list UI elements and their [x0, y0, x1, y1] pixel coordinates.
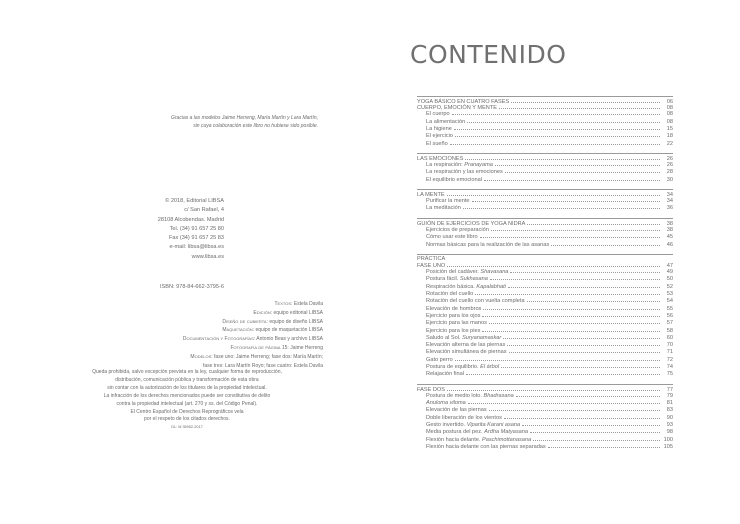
toc-entry[interactable]	[417, 197, 673, 204]
toc-section	[417, 153, 673, 183]
toc-entry[interactable]	[417, 443, 673, 450]
toc-entry[interactable]	[417, 436, 673, 443]
toc-page-number: 75	[666, 371, 673, 378]
legal-line: distribución, comunicación pública y transformación de esta obra	[115, 376, 259, 383]
toc-entry[interactable]	[417, 356, 673, 363]
toc-page-number: 06	[666, 99, 673, 105]
credit-key: Modelos:	[190, 353, 213, 360]
toc-entry-title: El ejercicio	[426, 133, 454, 140]
toc-page-number: 36	[666, 205, 673, 212]
toc-leader-dots	[491, 226, 660, 231]
toc-entry[interactable]	[417, 283, 673, 290]
toc-page-number: 38	[666, 226, 673, 233]
toc-entry[interactable]	[417, 406, 673, 413]
toc-entry-title: La respiración: Pranayama	[426, 162, 493, 169]
toc-leader-dots	[452, 110, 660, 115]
credit-value: equipo de maquetación LIBSA	[255, 327, 323, 334]
toc-page-number: 08	[666, 111, 673, 118]
toc-leader-dots	[516, 392, 660, 397]
toc-page-number: 30	[666, 176, 673, 183]
toc-entry-title: Flexión hacia delante con las piernas separadas	[426, 443, 546, 450]
toc-page-number: 26	[666, 162, 673, 169]
toc-entry-title: PRÁCTICA	[417, 255, 446, 262]
toc-page-number: 56	[666, 312, 673, 319]
toc-leader-dots	[463, 204, 660, 209]
toc-page-number: 77	[666, 386, 673, 393]
toc-entry-title-italic: Ardha Matyasana	[484, 429, 528, 436]
toc-page-number: 70	[666, 342, 673, 349]
toc-leader-dots	[503, 334, 660, 339]
toc-entry-title: El sueño	[426, 140, 448, 147]
toc-page-number: 38	[666, 220, 673, 227]
toc-entry-title: Postura de medio loto. Bhadrasana	[426, 392, 514, 399]
toc-entry[interactable]	[417, 204, 673, 211]
toc-leader-dots	[465, 155, 660, 160]
toc-leader-dots	[490, 275, 660, 280]
toc-entry[interactable]	[417, 370, 673, 377]
toc-leader-dots	[455, 356, 660, 361]
toc-leader-dots	[468, 399, 660, 404]
toc-leader-dots	[551, 241, 660, 246]
toc-entry[interactable]	[417, 118, 673, 125]
toc-entry[interactable]	[417, 132, 673, 139]
toc-entry-title: Respiración básica. Kapalabhati	[426, 283, 506, 290]
toc-section	[417, 96, 673, 147]
toc-entry-title-italic: Anuloma viloma	[426, 400, 466, 407]
toc-page-number: 58	[666, 327, 673, 334]
toc-entry-title: Ejercicio para los ojos	[426, 312, 481, 319]
toc-page-number: 74	[666, 364, 673, 371]
toc-leader-dots	[511, 98, 660, 103]
toc-entry-title: Gesto invertido. Viparita Karani asana	[426, 422, 521, 428]
toc-entry[interactable]	[417, 125, 673, 132]
legal-notice	[57, 369, 317, 432]
toc-page-number: 49	[666, 269, 673, 276]
credit-value: equipo editorial LIBSA	[273, 309, 323, 316]
toc-section	[417, 254, 673, 378]
table-of-contents	[417, 96, 673, 450]
toc-entry-title: CUERPO, EMOCIÓN Y MENTE	[417, 105, 497, 112]
dedication-line: sin cuya colaboración este libro no hubiese sido posible.	[193, 122, 318, 129]
toc-entry[interactable]	[417, 290, 673, 297]
toc-entry-title-italic: Viparita Karani asana	[466, 422, 521, 428]
toc-page-number: 08	[666, 118, 673, 125]
toc-entry-title: Postura fácil. Sukhasana	[426, 276, 488, 283]
toc-page-number: 100	[663, 436, 673, 443]
credit-line	[63, 318, 323, 327]
toc-leader-dots	[510, 268, 660, 273]
toc-entry-title: Rotación del cuello con vuelta completa	[426, 298, 525, 305]
toc-entry-title: Postura de equilibrio. El árbol	[426, 364, 500, 371]
toc-entry[interactable]	[417, 305, 673, 312]
toc-entry-title-italic: Sukhasana	[459, 276, 488, 283]
toc-page-number: 34	[666, 191, 673, 198]
toc-entry-title: Relajación final	[426, 371, 464, 378]
address-line: c/ San Rafael, 4	[184, 207, 224, 214]
toc-leader-dots	[548, 443, 660, 448]
toc-page-number: 98	[666, 429, 673, 436]
toc-leader-dots	[509, 348, 660, 353]
toc-entry[interactable]	[417, 268, 673, 275]
toc-section	[417, 384, 673, 451]
toc-leader-dots	[507, 341, 660, 346]
legal-deposit: DL: M 35952-2017	[171, 425, 203, 430]
toc-leader-dots	[504, 414, 660, 419]
toc-entry-title: Purificar la mente	[426, 198, 470, 205]
dedication	[88, 115, 318, 130]
toc-page-number: 90	[666, 414, 673, 421]
toc-leader-dots	[533, 436, 660, 441]
toc-page-number: 45	[666, 234, 673, 241]
toc-page-number: 15	[666, 125, 673, 132]
toc-entry-title: Posición del cadáver. Shavasana	[426, 269, 509, 276]
toc-entry[interactable]	[417, 312, 673, 319]
toc-leader-dots	[454, 125, 660, 130]
credit-line	[63, 309, 323, 318]
phone-line: Tel. (34) 91 657 25 80	[169, 225, 224, 232]
toc-entry-title: La meditación	[426, 205, 461, 212]
toc-entry-title: Ejercicio para los pies	[426, 327, 481, 334]
toc-entry-title: Media postura del pez. Ardha Matyasana	[426, 429, 528, 436]
toc-leader-dots	[527, 220, 660, 225]
toc-entry[interactable]	[417, 161, 673, 168]
address-line: 28108 Alcobendas. Madrid	[157, 216, 224, 223]
toc-leader-dots	[447, 262, 660, 267]
toc-leader-dots	[467, 118, 660, 123]
legal-line: por el respeto de los citados derechos.	[144, 416, 230, 423]
toc-entry-title: Normas básicas para la realización de las asanas	[426, 241, 550, 248]
toc-leader-dots	[450, 140, 660, 145]
toc-leader-dots	[489, 406, 660, 411]
toc-entry-title-italic: Suryanamaskar	[462, 334, 502, 341]
toc-leader-dots	[475, 290, 660, 295]
toc-page-number: 34	[666, 198, 673, 205]
email-line: e-mail: libsa@libsa.es	[169, 244, 224, 251]
toc-entry-title: YOGA BÁSICO EN CUATRO FASES	[417, 99, 510, 105]
credit-line	[63, 344, 323, 353]
isbn: ISBN: 978-84-662-3795-6	[159, 284, 224, 290]
toc-page-number: 72	[666, 356, 673, 363]
toc-entry-title: Elevación de hombros	[426, 305, 482, 312]
toc-entry[interactable]	[417, 363, 673, 370]
credit-line	[63, 335, 323, 344]
credit-key: Documentación y Fotografías:	[182, 336, 256, 343]
toc-entry[interactable]	[417, 334, 673, 341]
credit-value: equipo de diseño LIBSA	[269, 318, 323, 325]
credit-value: Antonio Beas y archivo LIBSA	[256, 336, 323, 343]
website-line: www.libsa.es	[191, 253, 224, 260]
toc-leader-dots	[527, 297, 660, 302]
toc-entry-title: LAS EMOCIONES	[417, 155, 464, 162]
toc-page-number: 54	[666, 298, 673, 305]
legal-line: La infracción de los derechos mencionados puede ser constitutiva de delito	[103, 392, 271, 399]
toc-entry-title: Ejercicios de preparación	[426, 226, 489, 233]
credit-key: Diseño de cubierta:	[222, 318, 268, 325]
toc-leader-dots	[483, 305, 660, 310]
toc-leader-dots	[482, 312, 660, 317]
toc-entry-title: Doble liberación de los vientos	[426, 414, 502, 421]
toc-entry-title: La respiración y las emociones	[426, 169, 503, 176]
toc-page-number: 57	[666, 320, 673, 327]
toc-entry-title: Elevación simultánea de piernas	[426, 349, 507, 356]
toc-entry[interactable]	[417, 226, 673, 233]
toc-page-number: 26	[666, 155, 673, 162]
toc-leader-dots	[466, 370, 660, 375]
toc-leader-dots	[508, 283, 660, 288]
toc-entry-title: La higiene	[426, 125, 452, 132]
toc-leader-dots	[499, 104, 660, 109]
credit-value: fase tres: Lara Martín Royo; fase cuatro: Estela Davila	[202, 362, 323, 369]
toc-entry[interactable]	[417, 392, 673, 399]
toc-leader-dots	[522, 421, 660, 426]
toc-section	[417, 218, 673, 248]
toc-entry[interactable]	[417, 110, 673, 117]
toc-page-number: 47	[666, 262, 673, 269]
credit-value: Estela Davila	[293, 301, 323, 307]
toc-entry-title: El cuerpo	[426, 111, 450, 118]
toc-page-number: 81	[666, 400, 673, 407]
toc-entry-title	[417, 400, 466, 407]
toc-entry[interactable]	[417, 428, 673, 435]
toc-entry[interactable]	[417, 421, 673, 428]
toc-entry[interactable]	[417, 297, 673, 304]
toc-leader-dots	[447, 386, 660, 391]
toc-page-number: 53	[666, 291, 673, 298]
toc-entry[interactable]	[417, 241, 673, 248]
credit-key: Edición:	[253, 309, 273, 316]
toc-entry[interactable]	[417, 176, 673, 183]
toc-entry-title: LA MENTE	[417, 191, 445, 198]
fax-line: Fax (34) 91 657 25 83	[168, 235, 224, 242]
toc-leader-dots	[495, 161, 660, 166]
toc-leader-dots	[455, 132, 660, 137]
toc-leader-dots	[482, 327, 660, 332]
toc-entry-title: FASE UNO	[417, 262, 446, 269]
toc-entry-title: Elevación alterna de las piernas	[426, 342, 506, 349]
toc-entry-title: FASE DOS	[417, 386, 445, 393]
page-title: CONTENIDO	[410, 40, 567, 69]
toc-entry[interactable]	[417, 233, 673, 240]
toc-leader-dots	[472, 197, 660, 202]
toc-entry-title: La alimentación	[426, 118, 466, 125]
toc-page-number: 18	[666, 133, 673, 140]
toc-entry-title-italic: Paschimottanasana	[481, 436, 532, 443]
toc-entry-title: El equilibrio emocional	[426, 176, 482, 183]
toc-page-number: 71	[666, 349, 673, 356]
toc-leader-dots	[530, 428, 660, 433]
toc-page-number: 60	[666, 334, 673, 341]
toc-leader-dots	[505, 168, 660, 173]
toc-leader-dots	[447, 191, 660, 196]
credit-key: Fotografía de página 15:	[230, 344, 289, 351]
toc-entry-title: Ejercicio para las manos	[426, 320, 487, 327]
toc-leader-dots	[484, 176, 660, 181]
toc-page-number: 08	[666, 105, 673, 112]
toc-entry[interactable]	[417, 341, 673, 348]
toc-page-number: 50	[666, 276, 673, 283]
toc-page-number: 22	[666, 140, 673, 147]
toc-entry-title: GUIÓN DE EJERCICIOS DE YOGA NIDRA	[417, 220, 526, 227]
toc-section	[417, 189, 673, 212]
toc-entry-title-italic: Bhadrasana	[483, 392, 514, 399]
dedication-line: Gracias a las modelos Jaime Herreng, María Martín y Lara Martín,	[171, 115, 318, 121]
toc-entry-title: Cómo usar este libro	[426, 234, 478, 241]
legal-line: contra la propiedad intelectual (art. 270 y ss. del Código Penal).	[116, 400, 258, 407]
legal-line: sin contar con la autorización de los titulares de la propiedad intelectual.	[107, 384, 267, 391]
toc-page-number: 55	[666, 305, 673, 312]
toc-entry-title-italic: Shavasana	[480, 269, 509, 276]
toc-entry-title: Gato perro	[426, 356, 453, 363]
toc-entry[interactable]	[417, 319, 673, 326]
credits	[63, 300, 323, 370]
toc-entry[interactable]	[417, 327, 673, 334]
toc-entry[interactable]	[417, 275, 673, 282]
credit-line	[63, 300, 323, 309]
toc-page-number: 83	[666, 407, 673, 414]
toc-entry-title: Elevación de las piernas	[426, 407, 487, 414]
toc-page-number: 46	[666, 241, 673, 248]
right-page	[370, 0, 740, 524]
toc-entry[interactable]	[417, 414, 673, 421]
toc-entry[interactable]	[417, 348, 673, 355]
credit-key: Maquetación:	[222, 327, 255, 334]
toc-entry-title-italic: El árbol	[480, 364, 500, 371]
credit-line	[63, 353, 323, 362]
credit-value: Jaime Herreng	[290, 344, 323, 351]
toc-page-number: 52	[666, 283, 673, 290]
publisher-address	[64, 197, 224, 262]
toc-leader-dots	[489, 319, 660, 324]
toc-entry[interactable]	[417, 399, 673, 406]
toc-page-number: 105	[663, 443, 673, 450]
toc-entry[interactable]	[417, 140, 673, 147]
toc-entry-title-italic: Kapalabhati	[476, 283, 506, 290]
toc-leader-dots	[501, 363, 660, 368]
toc-entry-title: Flexión hacia delante. Paschimottanasana	[426, 436, 532, 443]
toc-page-number: 79	[666, 392, 673, 399]
toc-page-number: 93	[666, 422, 673, 428]
copyright-line: © 2018, Editorial LIBSA	[165, 198, 224, 204]
toc-entry-title-italic: Pranayama	[464, 162, 493, 169]
toc-leader-dots	[480, 233, 660, 238]
credit-value: fase uno: Jaime Herreng; fase dos: María Martín;	[214, 353, 323, 360]
legal-line: Queda prohibida, salvo excepción prevista en la ley, cualquier forma de reproducción,	[92, 369, 282, 375]
legal-line: El Centro Español de Derechos Reprográficos vela	[130, 408, 244, 415]
toc-page-number: 28	[666, 169, 673, 176]
toc-entry-title: Saludo al Sol. Suryanamaskar	[426, 334, 502, 341]
toc-entry[interactable]	[417, 168, 673, 175]
toc-entry-title: Rotación del cuello	[426, 291, 474, 298]
credit-line	[63, 326, 323, 335]
credit-key: Textos:	[274, 301, 293, 307]
